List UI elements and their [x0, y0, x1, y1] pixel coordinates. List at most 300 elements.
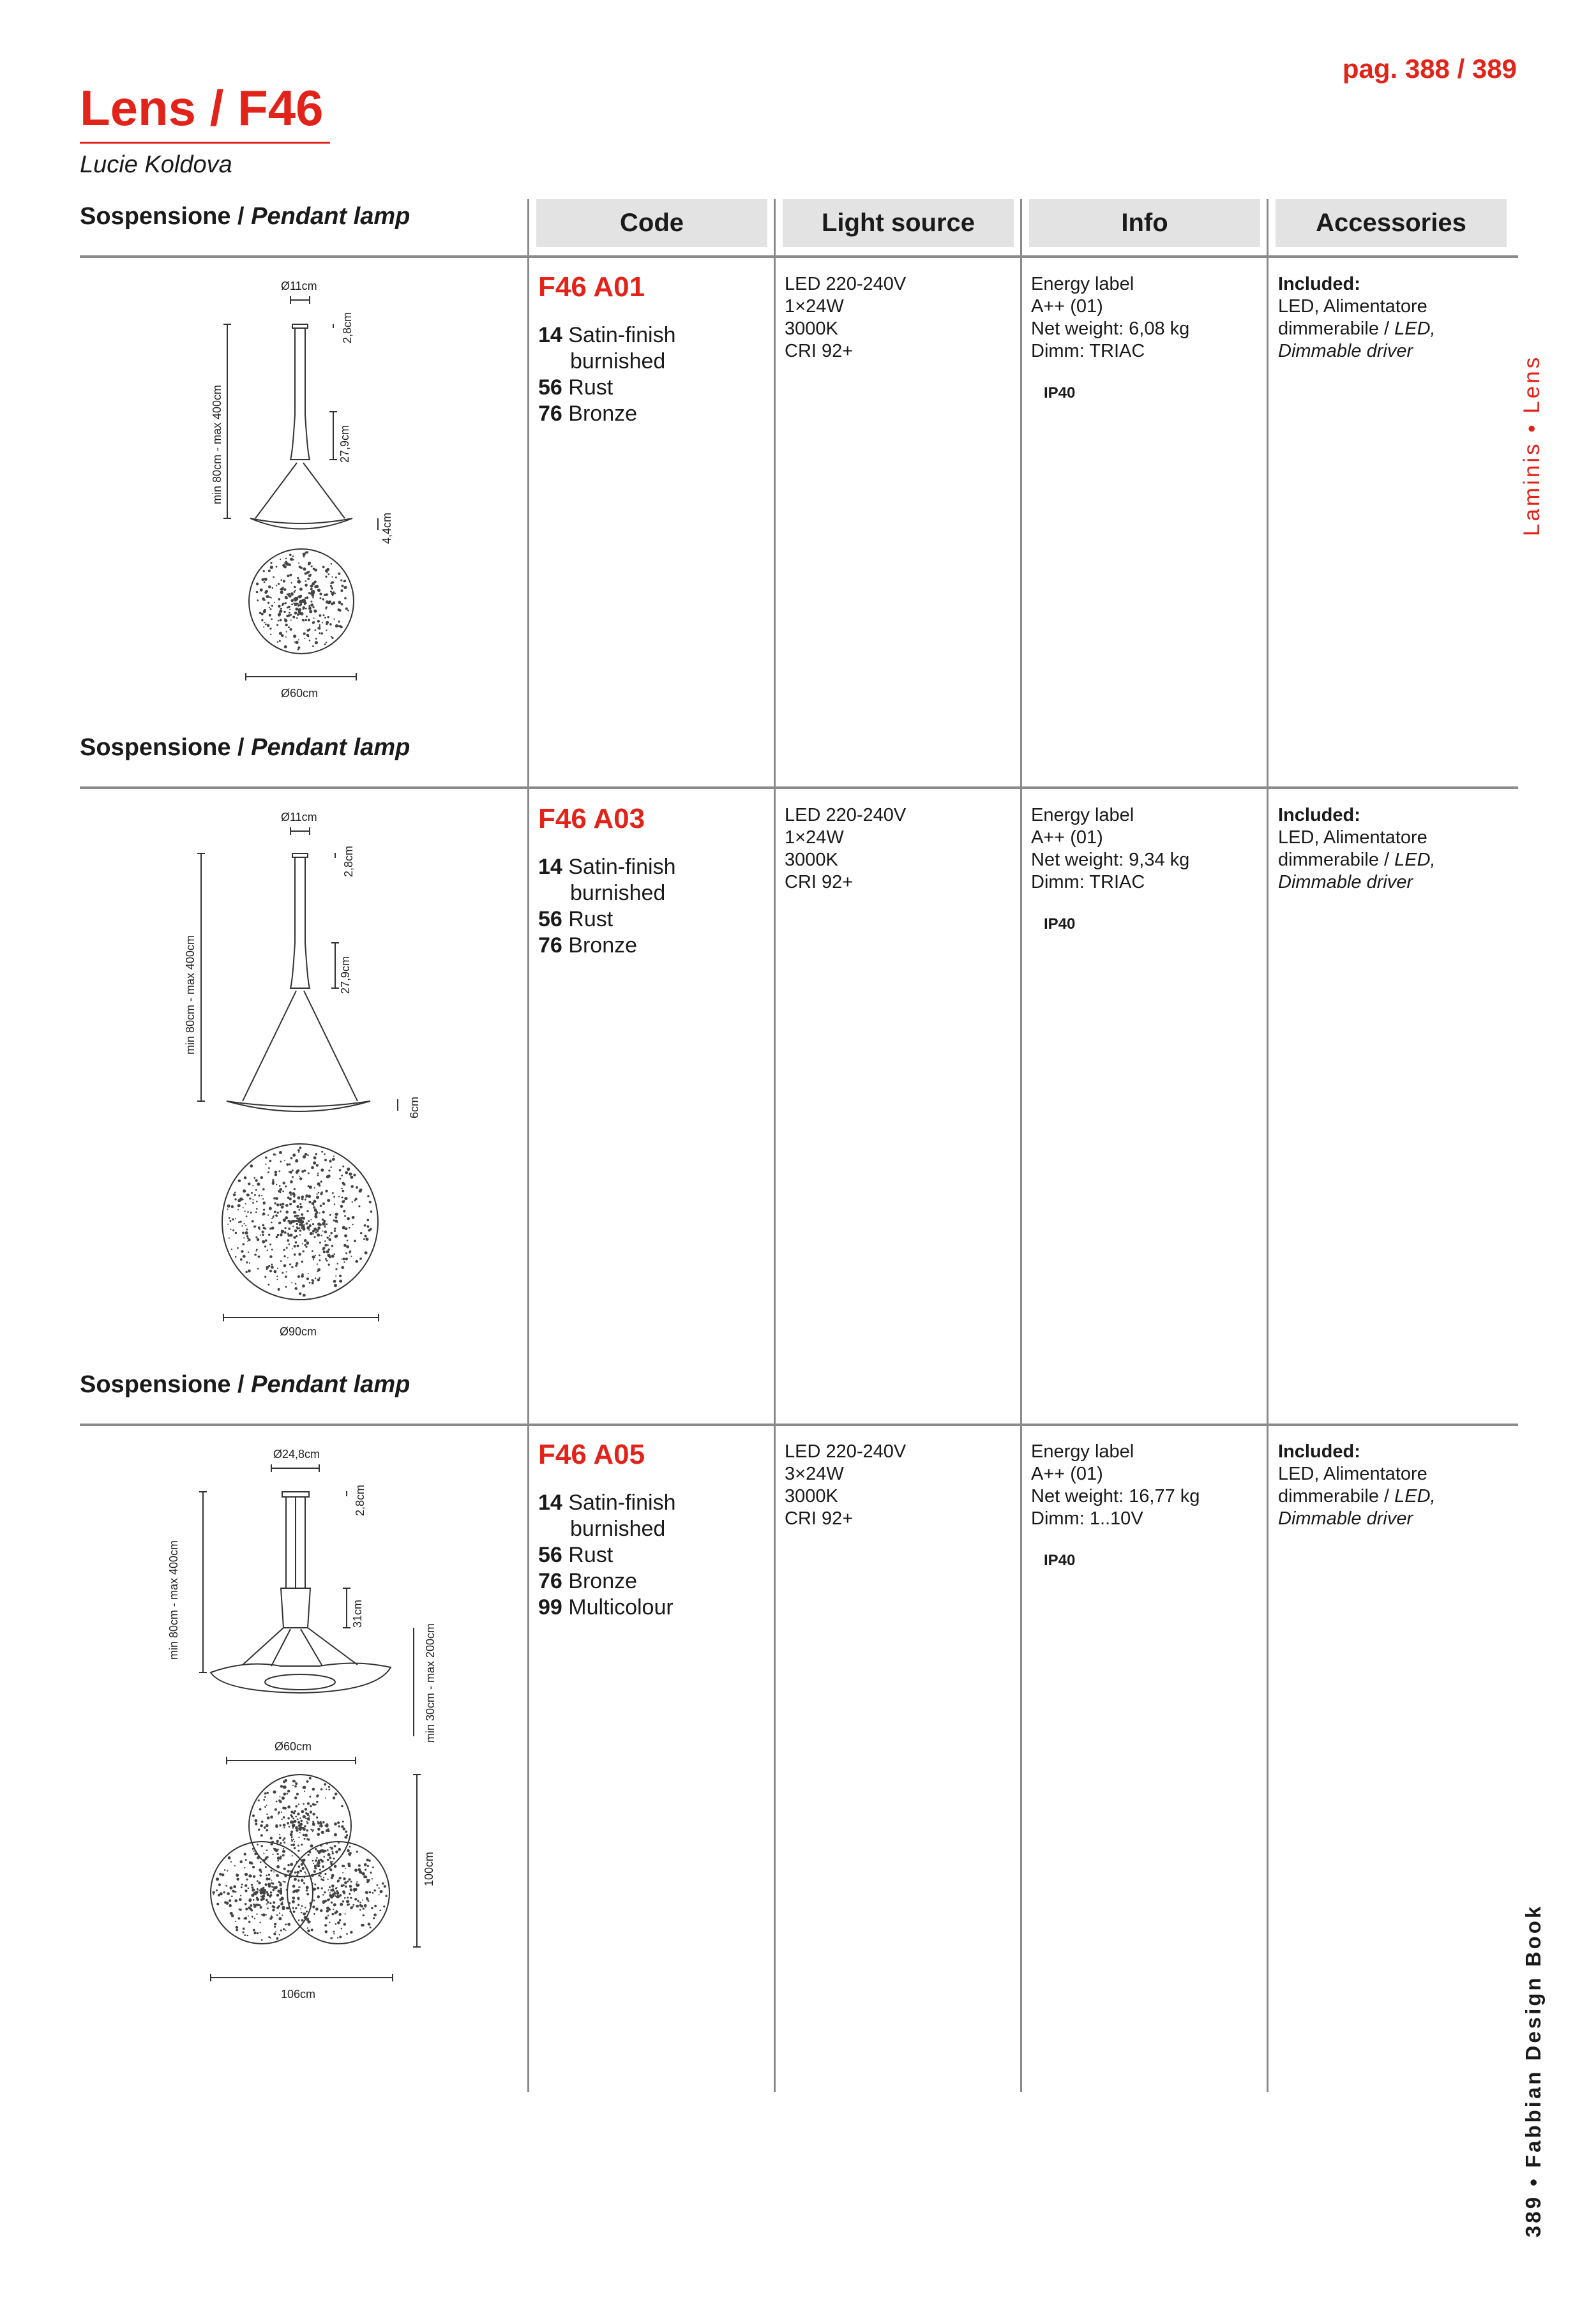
diffuser-speckle — [274, 1923, 276, 1925]
diffuser-speckle — [280, 580, 282, 582]
diffuser-speckle — [299, 601, 301, 603]
diffuser-speckle — [302, 1284, 305, 1288]
diffuser-speckle — [293, 1220, 296, 1222]
diffuser-speckle — [285, 1286, 287, 1288]
diffuser-speckle — [301, 1912, 303, 1914]
diffuser-speckle — [297, 1821, 300, 1824]
diffuser-speckle — [350, 1906, 353, 1909]
diffuser-speckle — [245, 1884, 247, 1887]
diffuser-speckle — [304, 1791, 305, 1792]
diffuser-speckle — [379, 1888, 380, 1889]
diffuser-speckle — [312, 1202, 315, 1205]
diffuser-speckle — [306, 1277, 309, 1280]
diffuser-speckle — [231, 1249, 232, 1250]
diffuser-speckle — [359, 1904, 362, 1907]
diffuser-speckle — [324, 1873, 326, 1875]
info-cell: Energy label A++ (01) Net weight: 6,08 kg Dimm: TRIAC IP40 — [1031, 273, 1189, 404]
diffuser-speckle — [317, 1821, 319, 1822]
diffuser-speckle — [282, 1850, 285, 1853]
diffuser-speckle — [342, 1890, 345, 1893]
diffuser-speckle — [267, 1171, 269, 1173]
diffuser-speckle — [297, 1813, 299, 1815]
diffuser-speckle — [313, 567, 315, 570]
diffuser-speckle — [287, 1196, 290, 1199]
diffuser-speckle — [309, 1777, 312, 1780]
diffuser-speckle — [270, 634, 271, 635]
diffuser-speckle — [303, 1786, 306, 1789]
diffuser-speckle — [264, 1826, 266, 1829]
diffuser-speckle — [269, 627, 271, 629]
dim-cap: 2,8cm — [341, 312, 354, 343]
diffuser-speckle — [368, 1900, 370, 1902]
diffuser-speckle — [329, 1892, 331, 1893]
finish-item: 14 Satin-finish — [538, 855, 676, 879]
diffuser-speckle — [345, 607, 348, 610]
diffuser-speckle — [317, 1887, 319, 1890]
diffuser-speckle — [237, 1247, 239, 1249]
diffuser-speckle — [306, 1911, 308, 1912]
diffuser-speckle — [308, 629, 310, 631]
diffuser-speckle — [277, 1268, 278, 1269]
diffuser-speckle — [279, 1834, 280, 1835]
diffuser-speckle — [312, 592, 314, 594]
diffuser-speckle — [269, 1270, 272, 1272]
diffuser-speckle — [256, 583, 259, 585]
diffuser-speckle — [255, 1236, 257, 1238]
diffuser-speckle — [303, 1251, 305, 1252]
diffuser-speckle — [273, 1932, 276, 1935]
diffuser-speckle — [353, 1174, 356, 1176]
diffuser-speckle — [258, 1882, 260, 1884]
diffuser-speckle — [287, 1822, 289, 1824]
diffuser-speckle — [317, 1182, 320, 1185]
diffuser-speckle — [247, 1237, 249, 1239]
diffuser-speckle — [319, 593, 322, 596]
diffuser-speckle — [333, 1280, 336, 1283]
diffuser-speckle — [350, 1881, 352, 1882]
diffuser-speckle — [321, 1888, 323, 1890]
diffuser-speckle — [247, 1935, 249, 1937]
diffuser-speckle — [282, 1191, 284, 1192]
diffuser-speckle — [300, 603, 302, 605]
diffuser-speckle — [310, 603, 313, 606]
diffuser-speckle — [266, 1899, 268, 1902]
diffuser-speckle — [295, 597, 298, 600]
diffuser-speckle — [342, 1200, 345, 1203]
diffuser-speckle — [344, 1235, 347, 1238]
diffuser-speckle — [322, 1894, 324, 1896]
diffuser-speckle — [354, 1898, 357, 1900]
light-source-cell: LED 220-240V 1×24W 3000K CRI 92+ — [785, 274, 907, 361]
diffuser-speckle — [317, 1895, 320, 1898]
diffuser-speckle — [336, 1890, 338, 1893]
diffuser-speckle — [346, 1245, 349, 1249]
diffuser-speckle — [349, 1878, 351, 1881]
diffuser-speckle — [229, 1886, 232, 1890]
diffuser-speckle — [354, 1199, 356, 1201]
diffuser-speckle — [255, 1179, 257, 1182]
diffuser-speckle — [248, 1251, 249, 1252]
diffuser-speckle — [296, 1871, 299, 1874]
diffuser-speckle — [280, 1260, 282, 1262]
diffuser-speckle — [304, 1244, 306, 1246]
diffuser-speckle — [294, 1878, 297, 1881]
diffuser-speckle — [313, 617, 314, 619]
diffuser-speckle — [255, 1212, 257, 1213]
diffuser-speckle — [273, 1197, 276, 1199]
diffuser-speckle — [303, 567, 306, 571]
finish-item-continued: burnished — [570, 349, 666, 373]
diffuser-speckle — [320, 1168, 324, 1171]
diffuser-speckle — [310, 574, 312, 576]
diffuser-speckle — [246, 1879, 248, 1881]
diffuser-speckle — [366, 1892, 368, 1894]
diffuser-speckle — [287, 1923, 290, 1926]
diffuser-speckle — [317, 1279, 320, 1282]
diffuser-speckle — [335, 1213, 338, 1216]
page-title: Lens / F46 — [80, 80, 324, 136]
diffuser-speckle — [284, 603, 285, 604]
diffuser-speckle — [328, 1169, 330, 1171]
diffuser-speckle — [324, 1226, 326, 1228]
diffuser-speckle — [327, 1915, 329, 1917]
diffuser-speckle — [262, 1224, 264, 1227]
diffuser-speckle — [292, 1914, 294, 1916]
diffuser-speckle — [255, 1189, 257, 1191]
diffuser-speckle — [338, 620, 340, 622]
diffuser-speckle — [241, 1250, 243, 1252]
diffuser-speckle — [257, 1182, 260, 1185]
diffuser-speckle — [308, 1195, 311, 1198]
diffuser-speckle — [341, 1825, 344, 1828]
diffuser-speckle — [315, 629, 317, 631]
diffuser-speckle — [263, 1227, 266, 1229]
diffuser-speckle — [348, 1900, 349, 1902]
diffuser-speckle — [312, 1905, 315, 1908]
diffuser-speckle — [303, 608, 305, 610]
row-divider — [80, 786, 1518, 789]
diffuser-speckle — [312, 1829, 314, 1831]
diffuser-speckle — [363, 1915, 365, 1916]
diffuser-speckle — [248, 1888, 250, 1890]
diffuser-speckle — [213, 1891, 215, 1894]
diffuser-speckle — [338, 1825, 340, 1827]
diffuser-speckle — [262, 1234, 264, 1236]
diffuser-speckle — [339, 1919, 341, 1921]
ip-rating: IP40 — [1044, 915, 1076, 933]
diffuser-speckle — [274, 1270, 277, 1273]
diffuser-speckle — [359, 1258, 362, 1260]
diffuser-speckle — [280, 1902, 283, 1905]
diffuser-speckle — [317, 1857, 318, 1858]
diffuser-speckle — [327, 1249, 330, 1251]
diffuser-speckle — [342, 1182, 344, 1184]
diffuser-speckle — [234, 1192, 236, 1194]
diffuser-speckle — [327, 1829, 329, 1830]
diffuser-speckle — [338, 1196, 340, 1197]
diffuser-speckle — [253, 1932, 256, 1934]
diffuser-speckle — [240, 1895, 241, 1896]
diffuser-speckle — [246, 1215, 248, 1217]
diffuser-speckle — [337, 1263, 339, 1265]
diffuser-speckle — [329, 1856, 331, 1859]
diffuser-speckle — [289, 1873, 291, 1875]
diffuser-speckle — [292, 1907, 294, 1909]
diffuser-speckle — [261, 619, 263, 621]
diffuser-speckle — [263, 1209, 265, 1211]
diffuser-speckle — [258, 1195, 260, 1197]
diffuser-speckle — [315, 1215, 317, 1218]
diffuser-speckle — [262, 1188, 265, 1191]
dim-diameter: Ø60cm — [275, 1740, 312, 1753]
diffuser-speckle — [333, 1904, 336, 1907]
diffuser-speckle — [284, 1160, 285, 1161]
diffuser-speckle — [333, 1909, 334, 1910]
diffuser-speckle — [299, 1229, 302, 1232]
diffuser-speckle — [313, 610, 317, 613]
diffuser-speckle — [295, 1816, 297, 1818]
diffuser-speckle — [324, 1856, 326, 1858]
diffuser-speckle — [241, 1225, 243, 1226]
diffuser-speckle — [287, 1257, 289, 1258]
diffuser-speckle — [243, 1237, 245, 1238]
diffuser-speckle — [213, 1894, 215, 1895]
diffuser-speckle — [232, 1229, 234, 1231]
diffuser-speckle — [290, 619, 292, 620]
diffuser-speckle — [305, 580, 307, 582]
diffuser-speckle — [290, 592, 294, 596]
diffuser-speckle — [290, 1844, 292, 1846]
diffuser-speckle — [326, 642, 327, 643]
finish-item-continued: burnished — [570, 1517, 666, 1541]
diffuser-speckle — [280, 1856, 282, 1858]
diffuser-speckle — [236, 1874, 239, 1877]
diffuser-speckle — [284, 1807, 287, 1810]
diffuser-speckle — [278, 605, 280, 608]
diffuser-speckle — [259, 1874, 262, 1877]
diffuser-speckle — [254, 1194, 256, 1196]
diffuser-speckle — [267, 602, 269, 604]
diffuser-speckle — [326, 1223, 328, 1225]
diffuser-speckle — [331, 587, 333, 590]
diffuser-speckle — [277, 641, 279, 643]
diffuser-speckle — [233, 1193, 236, 1196]
diffuser-speckle — [270, 608, 272, 610]
diffuser-speckle — [283, 1816, 285, 1819]
diffuser-speckle — [305, 1812, 307, 1814]
diffuser-speckle — [289, 574, 292, 576]
diffuser-speckle — [297, 605, 299, 607]
diffuser-speckle — [322, 1247, 325, 1249]
diffuser-speckle — [304, 1877, 305, 1878]
diffuser-speckle — [264, 1796, 266, 1798]
diffuser-speckle — [334, 1253, 336, 1255]
diffuser-speckle — [266, 1829, 268, 1831]
diffuser-speckle — [338, 1842, 340, 1844]
diffuser-speckle — [331, 1913, 334, 1916]
diffuser-speckle — [292, 1817, 294, 1819]
diffuser-speckle — [252, 1220, 254, 1222]
diffuser-speckle — [326, 572, 327, 573]
diffuser-speckle — [330, 590, 332, 592]
diffuser-speckle — [280, 590, 283, 594]
diffuser-speckle — [370, 1872, 372, 1874]
diffuser-speckle — [331, 1245, 334, 1247]
diffuser-speckle — [283, 1182, 285, 1184]
diffuser-speckle — [333, 619, 335, 620]
diffuser-speckle — [307, 1927, 308, 1928]
diffuser-speckle — [367, 1865, 369, 1867]
diffuser-speckle — [309, 1815, 310, 1817]
diffuser-speckle — [297, 613, 299, 616]
diffuser-speckle — [313, 1156, 317, 1159]
diffuser-speckle — [291, 1266, 293, 1268]
diffuser-speckle — [326, 1251, 329, 1254]
diffuser-speckle — [317, 1794, 319, 1797]
diffuser-speckle — [282, 1839, 284, 1841]
diffuser-speckle — [319, 614, 321, 617]
diffuser-speckle — [296, 1874, 298, 1876]
diffuser-speckle — [312, 1230, 315, 1233]
diffuser-speckle — [328, 1264, 330, 1266]
diffuser-speckle — [312, 1223, 314, 1225]
diffuser-speckle — [255, 1822, 257, 1825]
diffuser-speckle — [311, 1874, 314, 1877]
diffuser-speckle — [294, 612, 297, 615]
diffuser-speckle — [345, 1913, 346, 1914]
diffuser-speckle — [289, 1163, 290, 1165]
diffuser-speckle — [291, 1836, 293, 1838]
diffuser-speckle — [345, 1886, 347, 1888]
diffuser-speckle — [328, 1890, 329, 1891]
diffuser-speckle — [238, 1221, 240, 1223]
diffuser-speckle — [365, 1876, 368, 1879]
diffuser-speckle — [380, 1890, 383, 1893]
column-divider — [774, 199, 776, 2092]
diffuser-speckle — [270, 1894, 273, 1897]
diffuser-speckle — [322, 598, 324, 600]
column-header-info: Info — [1029, 199, 1260, 247]
diffuser-speckle — [269, 1207, 272, 1210]
diffuser-speckle — [279, 640, 281, 642]
diffuser-speckle — [261, 1821, 264, 1823]
diffuser-speckle — [363, 1238, 365, 1240]
diffuser-speckle — [333, 1796, 335, 1799]
diffuser-speckle — [289, 609, 290, 610]
diffuser-speckle — [335, 1268, 337, 1270]
diffuser-speckle — [317, 1833, 320, 1836]
section-label: Sospensione / Pendant lamp — [80, 1371, 410, 1398]
diffuser-speckle — [302, 1827, 305, 1829]
diffuser-speckle — [295, 641, 298, 644]
diffuser-speckle — [384, 1885, 386, 1888]
diffuser-speckle — [293, 635, 296, 638]
diffuser-speckle — [247, 1240, 248, 1242]
diffuser-speckle — [329, 1235, 330, 1236]
diffuser-speckle — [266, 1814, 267, 1815]
diffuser-speckle — [290, 1870, 293, 1874]
diffuser-speckle — [328, 1238, 331, 1242]
diffuser-speckle — [349, 1885, 352, 1888]
diffuser-speckle — [379, 1909, 381, 1911]
diffuser-speckle — [310, 1232, 313, 1235]
diffuser-speckle — [336, 1910, 337, 1911]
diffuser-speckle — [363, 1908, 365, 1910]
diffuser-speckle — [347, 1240, 349, 1242]
diffuser-speckle — [301, 1273, 303, 1275]
diffuser-speckle — [317, 620, 320, 622]
diffuser-speckle — [306, 1890, 308, 1891]
diffuser-speckle — [278, 1881, 280, 1883]
diffuser-speckle — [259, 612, 261, 614]
diffuser-speckle — [301, 1863, 303, 1866]
diffuser-speckle — [280, 1161, 282, 1162]
diffuser-speckle — [309, 640, 311, 642]
diffuser-speckle — [350, 1176, 353, 1179]
diffuser-speckle — [257, 1844, 259, 1845]
diffuser-speckle — [310, 1219, 312, 1221]
diffuser-speckle — [313, 1236, 315, 1238]
diffuser-speckle — [270, 1815, 273, 1819]
diffuser-speckle — [283, 1842, 285, 1844]
diffuser-speckle — [343, 580, 346, 582]
diffuser-speckle — [297, 1149, 300, 1152]
diffuser-speckle — [306, 634, 310, 637]
diffuser-speckle — [227, 1208, 228, 1210]
diffuser-speckle — [327, 1859, 329, 1861]
diffuser-speckle — [245, 1903, 247, 1905]
diffuser-speckle — [305, 597, 306, 599]
diffuser-speckle — [263, 626, 264, 627]
diffuser-speckle — [301, 1217, 304, 1219]
diffuser-speckle — [276, 1279, 278, 1280]
diffuser-speckle — [364, 1224, 366, 1227]
diffuser-speckle — [308, 1854, 310, 1856]
diffuser-speckle — [377, 1884, 379, 1886]
diffuser-speckle — [288, 595, 290, 597]
diffuser-speckle — [327, 1849, 329, 1851]
diffuser-speckle — [273, 1901, 275, 1904]
diffuser-speckle — [308, 1273, 309, 1274]
diffuser-speckle — [315, 1255, 316, 1256]
diffuser-speckle — [280, 1891, 283, 1895]
diffuser-speckle — [340, 580, 342, 582]
diffuser-speckle — [254, 1918, 255, 1919]
diffuser-speckle — [322, 1211, 324, 1213]
dim-height: min 80cm - max 400cm — [184, 935, 197, 1055]
diffuser-speckle — [278, 1222, 281, 1224]
diffuser-speckle — [303, 1803, 305, 1805]
dim-cap: 2,8cm — [354, 1484, 366, 1516]
diffuser-speckle — [269, 1243, 271, 1245]
diffuser-speckle — [283, 1928, 285, 1930]
diffuser-speckle — [342, 1226, 345, 1229]
diffuser-speckle — [324, 643, 326, 645]
diffuser-speckle — [276, 1894, 280, 1897]
diffuser-speckle — [259, 1922, 260, 1923]
diffuser-speckle — [312, 1860, 314, 1862]
diffuser-speckle — [322, 1879, 324, 1881]
diffuser-speckle — [292, 1826, 294, 1828]
diffuser-speckle — [242, 1232, 245, 1235]
diffuser-speckle — [306, 1210, 308, 1212]
diffuser-speckle — [301, 1224, 304, 1227]
diffuser-speckle — [295, 1212, 296, 1213]
diffuser-speckle — [299, 1832, 301, 1833]
diffuser-speckle — [291, 603, 293, 605]
dim-top: Ø11cm — [281, 280, 317, 292]
diffuser-speckle — [300, 1908, 301, 1909]
